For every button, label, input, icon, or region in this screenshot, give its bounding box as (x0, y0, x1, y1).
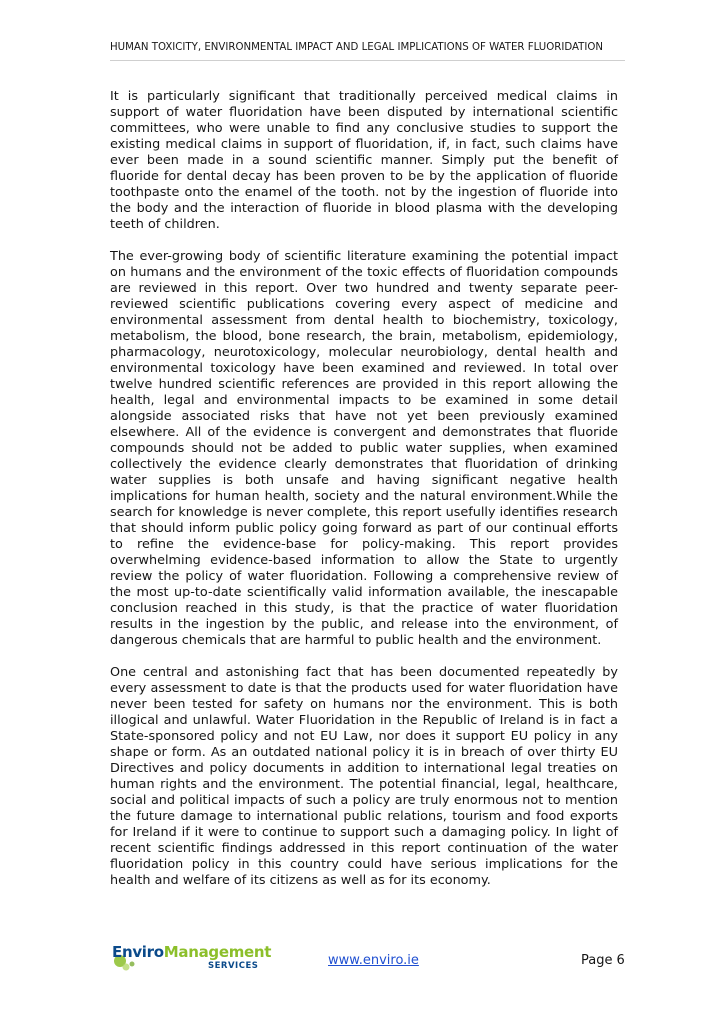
running-header: HUMAN TOXICITY, ENVIRONMENTAL IMPACT AND LEGAL IMPLICATIONS OF WATER FLUORIDATION (110, 42, 604, 53)
logo-enviro-text: Enviro (112, 943, 164, 961)
paragraph-1: It is particularly significant that traditionally perceived medical claims in support of water fluoridation have been disputed by international scientific committees, who were unable to find any conclusive studies to support the existing medical claims in support of fluoridation, if, in fact, such claims have ever been made in a sound scientific manner. Simply put the benefit of fluoride for dental decay has been proven to be by the application of fluoride toothpaste onto the enamel of the tooth. not by the ingestion of fluoride into the body and the interaction of fluoride in blood plasma with the developing teeth of children. (110, 89, 618, 232)
body-text (110, 89, 618, 905)
page-footer (0, 940, 728, 980)
page-number-value: 6 (616, 953, 625, 968)
paragraph-2: The ever-growing body of scientific literature examining the potential impact on humans and the environment of the toxic effects of fluoridation compounds are reviewed in this report. Over two hundred and twenty separate peer-reviewed scientific publications covering every aspect of medicine and environmental assessment from dental health to biochemistry, toxicology, metabolism, the blood, bone research, the brain, metabolism, epidemiology, pharmacology, neurotoxicology, molecular neurobiology, dental health and environmental toxicology have been examined and reviewed. In total over twelve hundred scientific references are provided in this report allowing the health, legal and environmental impacts to be examined in some detail alongside associated risks that have not yet been previously examined elsewhere. All of the evidence is convergent and demonstrates that fluoride compounds should not be added to public water supplies, when examined collectively the evidence clearly demonstrates that fluoridation of drinking water supplies is both unsafe and having significant negative health implications for human health, society and the natural environment.While the search for knowledge is never complete, this report usefully identifies research that should inform public policy going forward as part of our continual efforts to refine the evidence-base for policy-making. This report provides overwhelming evidence-based information to allow the State to urgently review the policy of water fluoridation. Following a comprehensive review of the most up-to-date scientifically valid information available, the inescapable conclusion reached in this study, is that the practice of water fluoridation results in the ingestion by the public, and release into the environment, of dangerous chemicals that are harmful to public health and the environment. (110, 249, 618, 648)
website-link[interactable]: www.enviro.ie (328, 953, 419, 968)
enviro-management-logo (110, 940, 272, 972)
page-label: Page (581, 953, 613, 968)
logo-wordmark (112, 943, 271, 961)
page-number (581, 953, 625, 968)
logo-services-text: SERVICES (208, 961, 259, 971)
paragraph-3: One central and astonishing fact that has been documented repeatedly by every assessment to date is that the products used for water fluoridation have never been tested for safety on humans nor the environment. This is both illogical and unlawful. Water Fluoridation in the Republic of Ireland is in fact a State-sponsored policy and not EU Law, nor does it support EU policy in any shape or form. As an outdated national policy it is in breach of over thirty EU Directives and policy documents in addition to international legal treaties on human rights and the environment. The potential financial, legal, healthcare, social and political impacts of such a policy are truly enormous not to mention the future damage to international public relations, tourism and food exports for Ireland if it were to continue to support such a damaging policy. In light of recent scientific findings addressed in this report continuation of the water fluoridation policy in this country could have serious implications for the health and welfare of its citizens as well as for its economy. (110, 665, 618, 888)
header-rule (110, 60, 625, 61)
logo-management-text: Management (163, 943, 272, 961)
